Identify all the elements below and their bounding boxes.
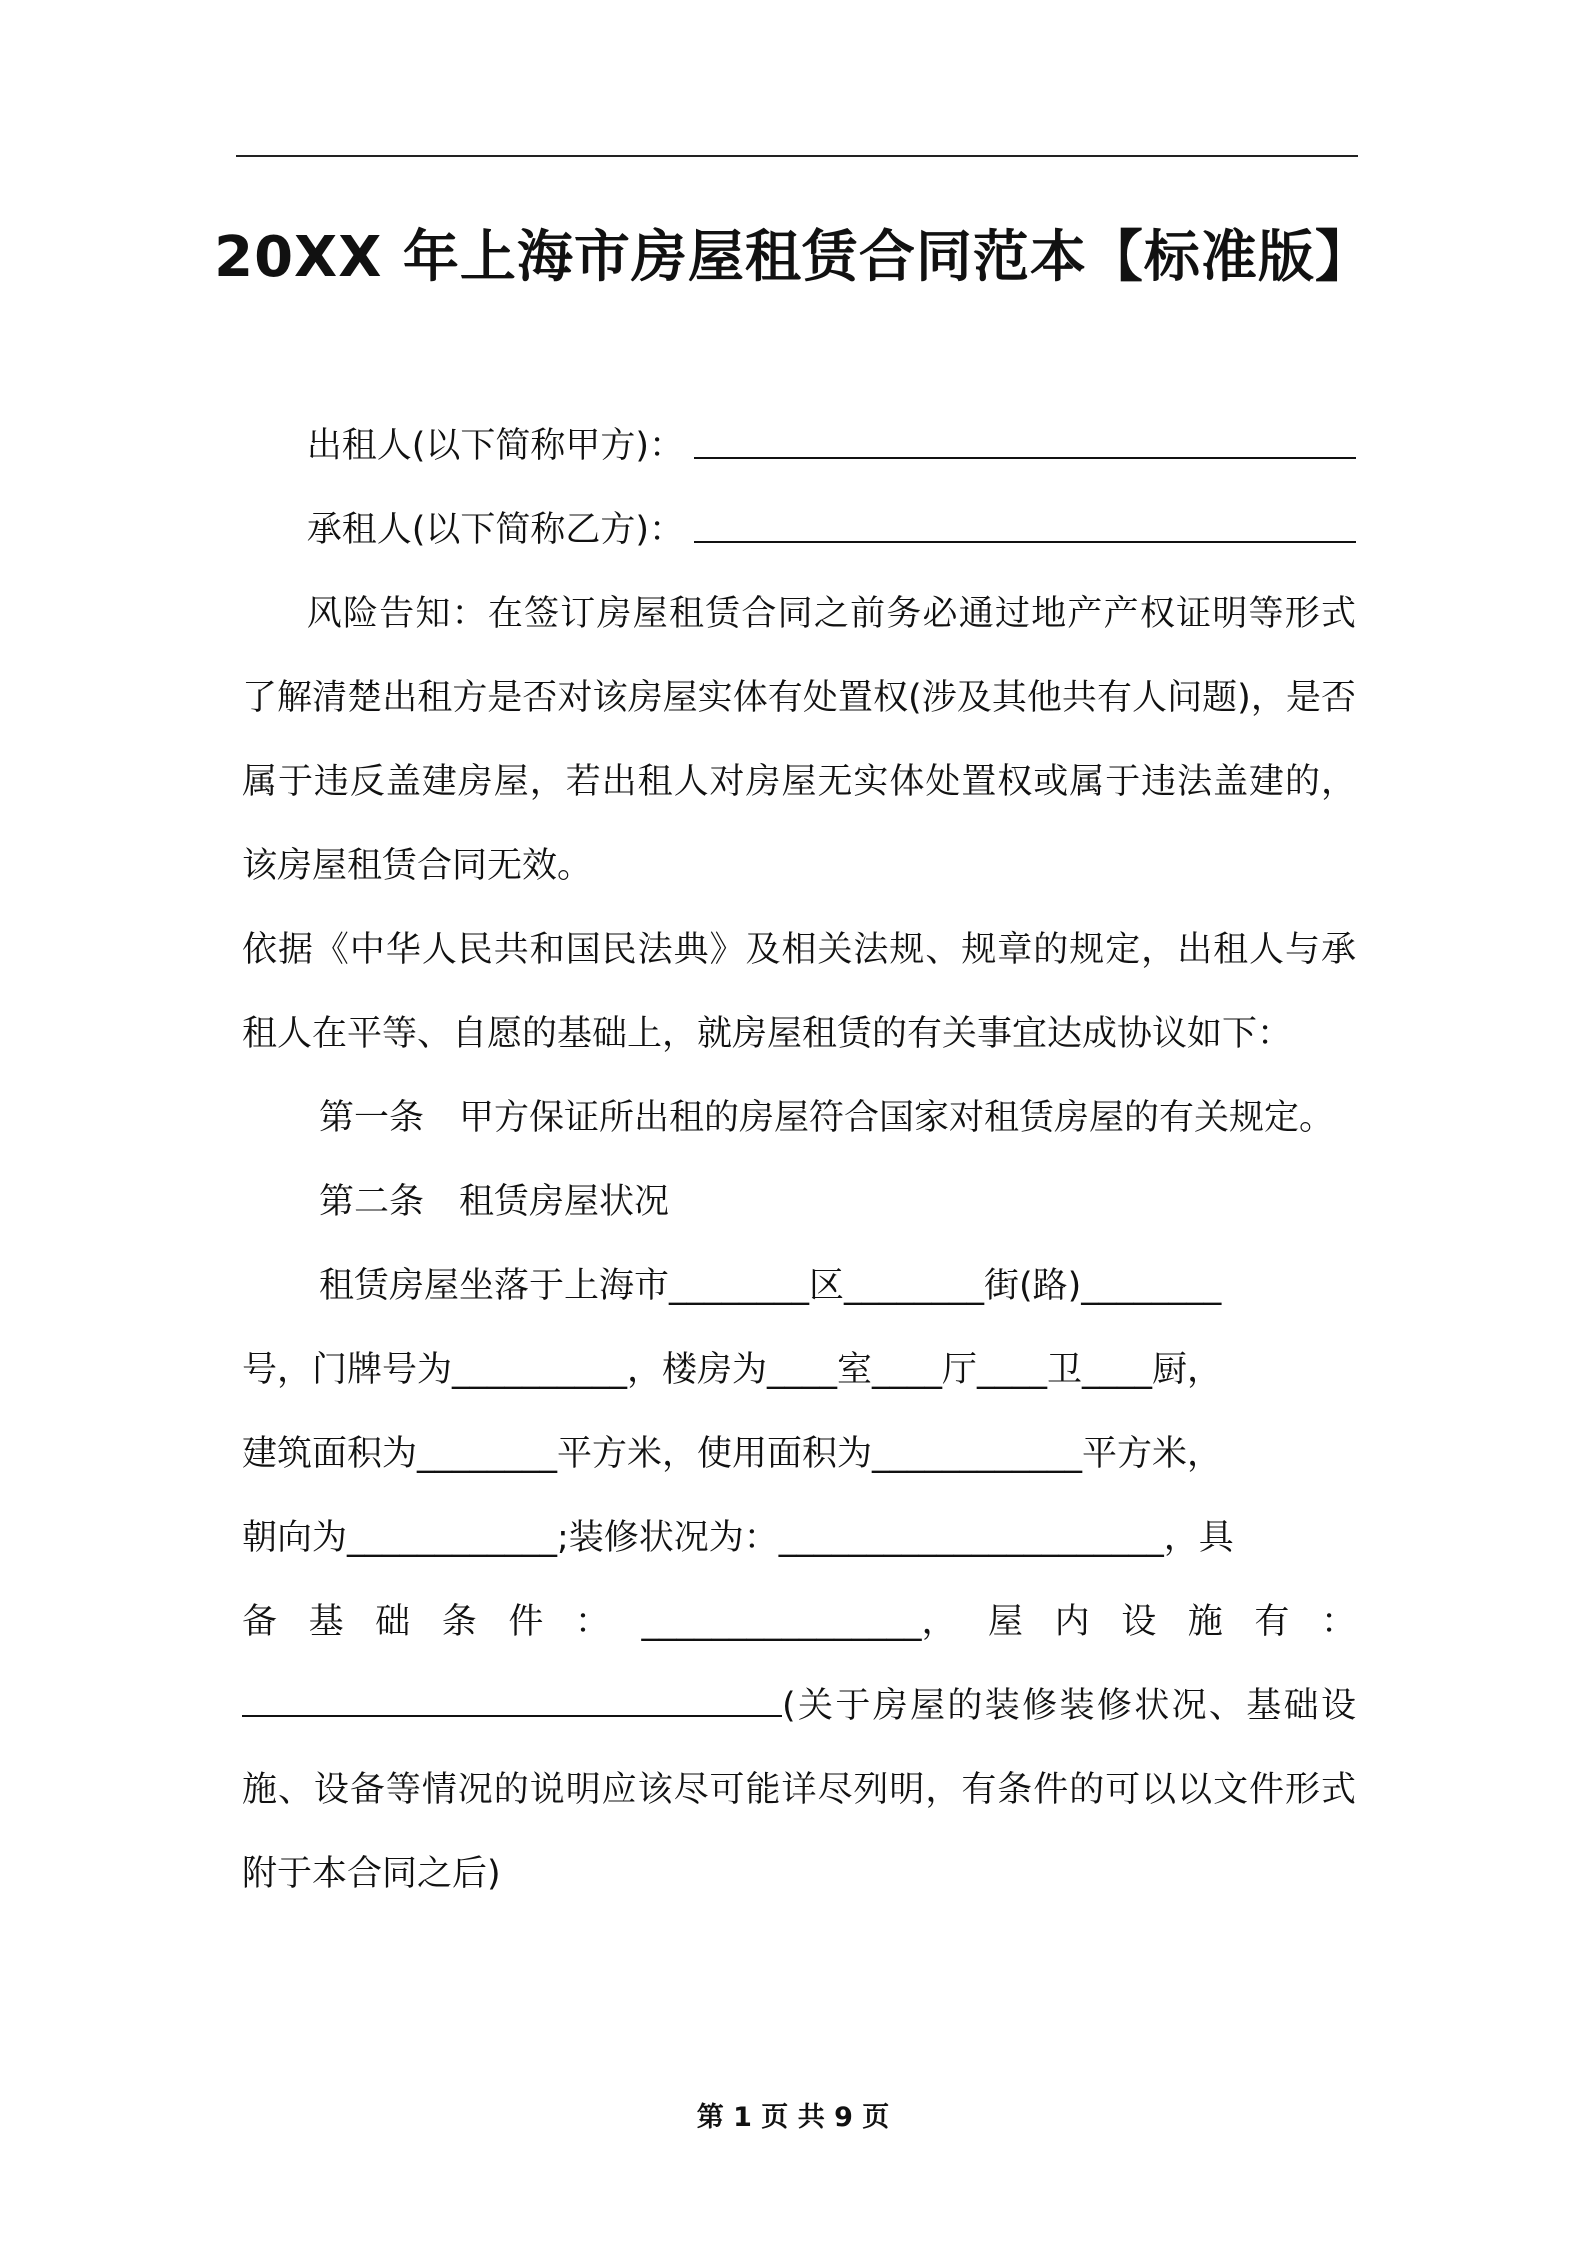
house-description-text: (关于房屋的装修装修状况、基础设施、设备等情况的说明应该尽可能详尽列明，有条件的可以以文件形式附于本合同之后) — [242, 1686, 1356, 1894]
facilities-char: 基 — [308, 1602, 344, 1642]
house-location-line: 租赁房屋坐落于上海市________区________街(路)________ — [319, 1266, 1222, 1306]
lessor-label: 出租人(以下简称甲方)： — [306, 426, 685, 466]
facilities-char: 设 — [1121, 1602, 1157, 1642]
facilities-char: 条 — [441, 1602, 477, 1642]
facilities-char: 施 — [1187, 1602, 1223, 1642]
facilities-blank: ________________， — [641, 1602, 957, 1642]
article-2-heading: 第二条 租赁房屋状况 — [319, 1182, 670, 1222]
house-area-line: 建筑面积为________平方米，使用面积为____________平方米， — [242, 1434, 1223, 1474]
facilities-char: ： — [1320, 1602, 1356, 1642]
house-orientation-line: 朝向为____________;装修状况为：______________________，具 — [242, 1518, 1234, 1558]
page-indicator: 第 1 页 共 9 页 — [696, 2102, 890, 2133]
document-title: 20XX 年上海市房屋租赁合同范本【标准版】 — [214, 225, 1372, 290]
article-1-paragraph: 第一条 甲方保证所出租的房屋符合国家对租赁房屋的有关规定。 — [319, 1098, 1335, 1138]
lessee-blank-line — [694, 541, 1356, 543]
house-layout-line: 号，门牌号为__________，楼房为____室____厅____卫____厨， — [242, 1350, 1223, 1390]
house-description-paragraph — [242, 1664, 1356, 1916]
facilities-char: 有 — [1254, 1602, 1290, 1642]
risk-notice-paragraph: 风险告知：在签订房屋租赁合同之前务必通过地产产权证明等形式了解清楚出租方是否对该房屋实体有处置权(涉及其他共有人问题)，是否属于违反盖建房屋，若出租人对房屋无实体处置权或属于违法盖建的，该房屋租赁合同无效。 — [242, 594, 1356, 886]
document-body — [242, 404, 1356, 1916]
legal-basis-paragraph: 依据《中华人民共和国民法典》及相关法规、规章的规定，出租人与承租人在平等、自愿的基础上，就房屋租赁的有关事宜达成协议如下： — [242, 930, 1356, 1054]
facilities-char: ： — [574, 1602, 610, 1642]
lessee-field-row — [242, 488, 1356, 572]
facilities-char: 础 — [375, 1602, 411, 1642]
header-rule — [236, 155, 1358, 157]
lessor-blank-line — [694, 457, 1356, 459]
facilities-blank-line — [242, 1715, 782, 1717]
facilities-char: 屋 — [988, 1602, 1024, 1642]
facilities-char: 备 — [242, 1602, 278, 1642]
house-facilities-line — [242, 1580, 1356, 1664]
lessor-field-row — [242, 404, 1356, 488]
facilities-char: 内 — [1054, 1602, 1090, 1642]
lessee-label: 承租人(以下简称乙方)： — [306, 510, 685, 550]
facilities-char: 件 — [508, 1602, 544, 1642]
